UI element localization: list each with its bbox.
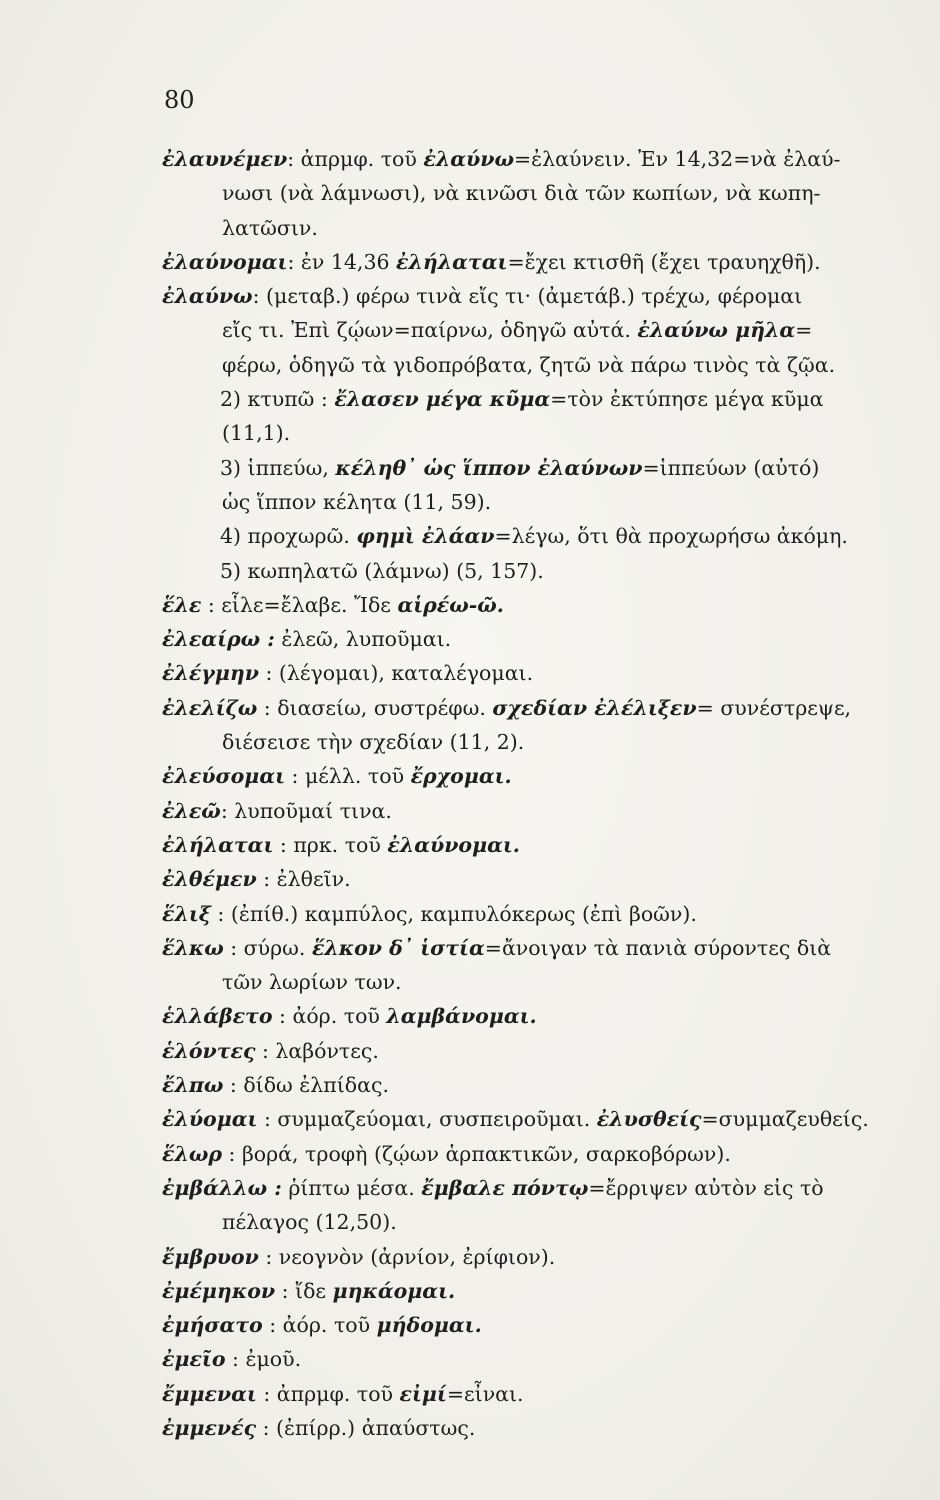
headword: ἕλκω bbox=[162, 935, 224, 960]
sense-line bbox=[162, 382, 912, 416]
headword: ἔμβρυον bbox=[162, 1244, 259, 1269]
definition-text: : ἀπρμφ. τοῦ bbox=[287, 147, 424, 171]
continuation-line bbox=[162, 485, 912, 519]
definition-text: φέρω, ὁδηγῶ τὰ γιδοπρόβατα, ζητῶ νὰ πάρω τινὸς τὰ ζῷα. bbox=[222, 352, 836, 377]
headword: ἐλύομαι bbox=[162, 1107, 258, 1132]
dictionary-entry-line bbox=[162, 828, 912, 862]
definition-text: =ἔχει κτισθῆ (ἔχει τραυηχθῆ). bbox=[507, 249, 821, 274]
definition-text: 4) προχωρῶ. bbox=[220, 524, 357, 549]
headword: φημὶ ἐλάαν bbox=[356, 524, 495, 549]
headword: ἐμέμηκον bbox=[162, 1278, 276, 1303]
headword: ἐλαύνω bbox=[162, 284, 253, 309]
headword: ἔρχομαι. bbox=[410, 764, 512, 789]
definition-text: διέσεισε τὴν σχεδίαν (11, 2). bbox=[222, 730, 525, 755]
headword: ἐμβάλλω : bbox=[162, 1175, 282, 1200]
dictionary-entry-line bbox=[162, 1377, 912, 1411]
dictionary-entry-line bbox=[162, 1171, 912, 1205]
dictionary-entry-line bbox=[162, 794, 912, 828]
headword: ἔλπω bbox=[162, 1073, 224, 1098]
definition-text: : εἷλε=ἔλαβε. Ἴδε bbox=[201, 592, 398, 617]
dictionary-entry-line bbox=[162, 1034, 912, 1068]
definition-text: (11,1). bbox=[222, 421, 291, 446]
headword: ἐλαύνω bbox=[423, 147, 514, 171]
continuation-line bbox=[162, 725, 912, 759]
definition-text: : νεογνὸν (ἀρνίον, ἐρίφιον). bbox=[258, 1244, 556, 1269]
dictionary-entry-line bbox=[162, 142, 912, 176]
dictionary-entry-line bbox=[162, 1240, 912, 1274]
dictionary-entry-line bbox=[162, 1274, 912, 1308]
dictionary-entry-line bbox=[162, 759, 912, 793]
headword: ἕλωρ bbox=[162, 1141, 222, 1166]
headword: ἐλαύνομαι. bbox=[387, 832, 520, 857]
continuation-line bbox=[162, 176, 912, 210]
headword: ἐλεῶ bbox=[162, 798, 221, 823]
headword: εἰμί bbox=[399, 1381, 447, 1406]
definition-text: =τὸν ἐκτύπησε μέγα κῦμα bbox=[550, 387, 824, 412]
sense-line bbox=[162, 519, 912, 553]
headword: μηκάομαι. bbox=[332, 1278, 456, 1303]
headword: ἔμβαλε πόντῳ bbox=[421, 1175, 589, 1200]
continuation-line bbox=[162, 348, 912, 382]
definition-text: : (λέγομαι), καταλέγομαι. bbox=[258, 661, 534, 686]
definition-text: : ἐμοῦ. bbox=[225, 1347, 302, 1372]
definition-text: : (ἐπίθ.) καμπύλος, καμπυλόκερως (ἐπὶ βοῶν). bbox=[210, 901, 697, 926]
headword: λαμβάνομαι. bbox=[386, 1004, 537, 1029]
dictionary-entry-line bbox=[162, 1102, 912, 1136]
headword: ἕλε bbox=[162, 592, 202, 617]
headword: ἕλκον δ᾽ ἱστία bbox=[311, 935, 485, 960]
headword: ἔμμεναι bbox=[162, 1381, 257, 1406]
headword: ἐλεύσομαι bbox=[162, 764, 286, 789]
headword: ἑλόντες bbox=[162, 1038, 256, 1063]
headword: ἐλυσθείς bbox=[596, 1107, 702, 1132]
headword: μήδομαι. bbox=[376, 1313, 482, 1338]
definition-text: : μέλλ. τοῦ bbox=[285, 764, 411, 789]
dictionary-entry-line bbox=[162, 1411, 912, 1445]
definition-text: πέλαγος (12,50). bbox=[222, 1210, 397, 1235]
headword: ἐλελίζω bbox=[162, 695, 258, 720]
headword: ἐλαύνομαι bbox=[162, 249, 288, 274]
definition-text: ῥίπτω μέσα. bbox=[281, 1175, 422, 1200]
dictionary-entry-line bbox=[162, 897, 912, 931]
headword: ἐλεαίρω : bbox=[162, 627, 275, 652]
definition-text: = συνέστρεψε, bbox=[696, 695, 852, 720]
headword: σχεδίαν ἐλέλιξεν bbox=[492, 695, 697, 720]
dictionary-entry-line bbox=[162, 279, 912, 313]
definition-text: λατῶσιν. bbox=[222, 215, 318, 240]
headword: ἐλήλαται bbox=[396, 249, 508, 274]
headword: ἑλλάβετο bbox=[162, 1004, 273, 1029]
definition-text: = bbox=[795, 318, 813, 343]
definition-text: : πρκ. τοῦ bbox=[273, 832, 388, 857]
dictionary-entry-line bbox=[162, 1068, 912, 1102]
definition-text: : ἴδε bbox=[275, 1278, 333, 1303]
definition-text: νωσι (νὰ λάμνωσι), νὰ κινῶσι διὰ τῶν κωπίων, νὰ κωπη- bbox=[222, 181, 821, 206]
definition-text: =ἱππεύων (αὐτό) bbox=[642, 455, 820, 480]
dictionary-entry-line bbox=[162, 931, 912, 965]
definition-text: : λαβόντες. bbox=[255, 1038, 379, 1063]
headword: αἱρέω-ῶ. bbox=[397, 592, 504, 617]
definition-text: : ἐν 14,36 bbox=[287, 249, 397, 274]
page-number: 80 bbox=[164, 86, 195, 114]
definition-text: =ἔρριψεν αὐτὸν εἰς τὸ bbox=[588, 1175, 824, 1200]
headword: ἐμήσατο bbox=[162, 1313, 263, 1338]
sense-line bbox=[162, 451, 912, 485]
definition-text: 3) ἱππεύω, bbox=[220, 455, 336, 480]
definition-text: =ἄνοιγαν τὰ πανιὰ σύροντες διὰ bbox=[484, 935, 832, 960]
headword: ἐμεῖο bbox=[162, 1347, 226, 1372]
dictionary-entry-line bbox=[162, 862, 912, 896]
definition-text: : ἀπρμφ. τοῦ bbox=[256, 1381, 400, 1406]
definition-text: : βορά, τροφὴ (ζῴων ἁρπακτικῶν, σαρκοβόρων). bbox=[222, 1141, 731, 1166]
definition-text: ἐλεῶ, λυποῦμαι. bbox=[274, 627, 452, 652]
dictionary-text bbox=[162, 142, 912, 1445]
headword: ἕλιξ bbox=[162, 901, 211, 926]
dictionary-entry-line bbox=[162, 656, 912, 690]
dictionary-entry-line bbox=[162, 1137, 912, 1171]
headword: ἐλέγμην bbox=[162, 661, 259, 686]
definition-text: : δίδω ἐλπίδας. bbox=[223, 1073, 389, 1098]
definition-text: ὡς ἵππον κέλητα (11, 59). bbox=[222, 489, 492, 514]
definition-text: : ἐλθεῖν. bbox=[256, 867, 351, 892]
sense-line bbox=[162, 554, 912, 588]
headword: ἐλαύνω μῆλα bbox=[637, 318, 796, 343]
definition-text: 2) κτυπῶ : bbox=[220, 387, 335, 412]
continuation-line bbox=[162, 313, 912, 347]
definition-text: : σύρω. bbox=[223, 935, 312, 960]
headword: ἐλαυνέμεν bbox=[162, 147, 288, 171]
definition-text: : διασείω, συστρέφω. bbox=[257, 695, 493, 720]
definition-text: =εἶναι. bbox=[446, 1381, 524, 1406]
definition-text: : συμμαζεύομαι, συσπειροῦμαι. bbox=[257, 1107, 597, 1132]
continuation-line bbox=[162, 416, 912, 450]
headword: ἐλθέμεν bbox=[162, 867, 257, 892]
definition-text: : λυποῦμαί τινα. bbox=[220, 798, 392, 823]
definition-text: =λέγω, ὅτι θὰ προχωρήσω ἀκόμη. bbox=[494, 524, 848, 549]
definition-text: =συμμαζευθείς. bbox=[701, 1107, 869, 1132]
headword: ἔλασεν μέγα κῦμα bbox=[334, 387, 551, 412]
headword: ἐμμενές bbox=[162, 1415, 257, 1440]
definition-text: τῶν λωρίων των. bbox=[222, 970, 402, 995]
dictionary-entry-line bbox=[162, 622, 912, 656]
continuation-line bbox=[162, 965, 912, 999]
definition-text: 5) κωπηλατῶ (λάμνω) (5, 157). bbox=[220, 558, 544, 583]
continuation-line bbox=[162, 211, 912, 245]
dictionary-entry-line bbox=[162, 999, 912, 1033]
dictionary-entry-line bbox=[162, 1308, 912, 1342]
definition-text: : (μεταβ.) φέρω τινὰ εἴς τι· (ἀμετάβ.) τρέχω, φέρομαι bbox=[252, 284, 803, 309]
headword: κέληθ᾽ ὡς ἵππον ἐλαύνων bbox=[335, 455, 643, 480]
definition-text: : ἀόρ. τοῦ bbox=[262, 1313, 377, 1338]
definition-text: εἴς τι. Ἐπὶ ζῴων=παίρνω, ὁδηγῶ αὐτά. bbox=[222, 318, 638, 343]
definition-text: : ἀόρ. τοῦ bbox=[272, 1004, 387, 1029]
headword: ἐλήλαται bbox=[162, 832, 274, 857]
dictionary-entry-line bbox=[162, 691, 912, 725]
continuation-line bbox=[162, 1205, 912, 1239]
definition-text: : (ἐπίρρ.) ἀπαύστως. bbox=[256, 1415, 476, 1440]
definition-text: =ἐλαύνειν. Ἐν 14,32=νὰ ἐλαύ- bbox=[513, 147, 841, 171]
dictionary-entry-line bbox=[162, 588, 912, 622]
dictionary-entry-line bbox=[162, 245, 912, 279]
dictionary-entry-line bbox=[162, 1342, 912, 1376]
